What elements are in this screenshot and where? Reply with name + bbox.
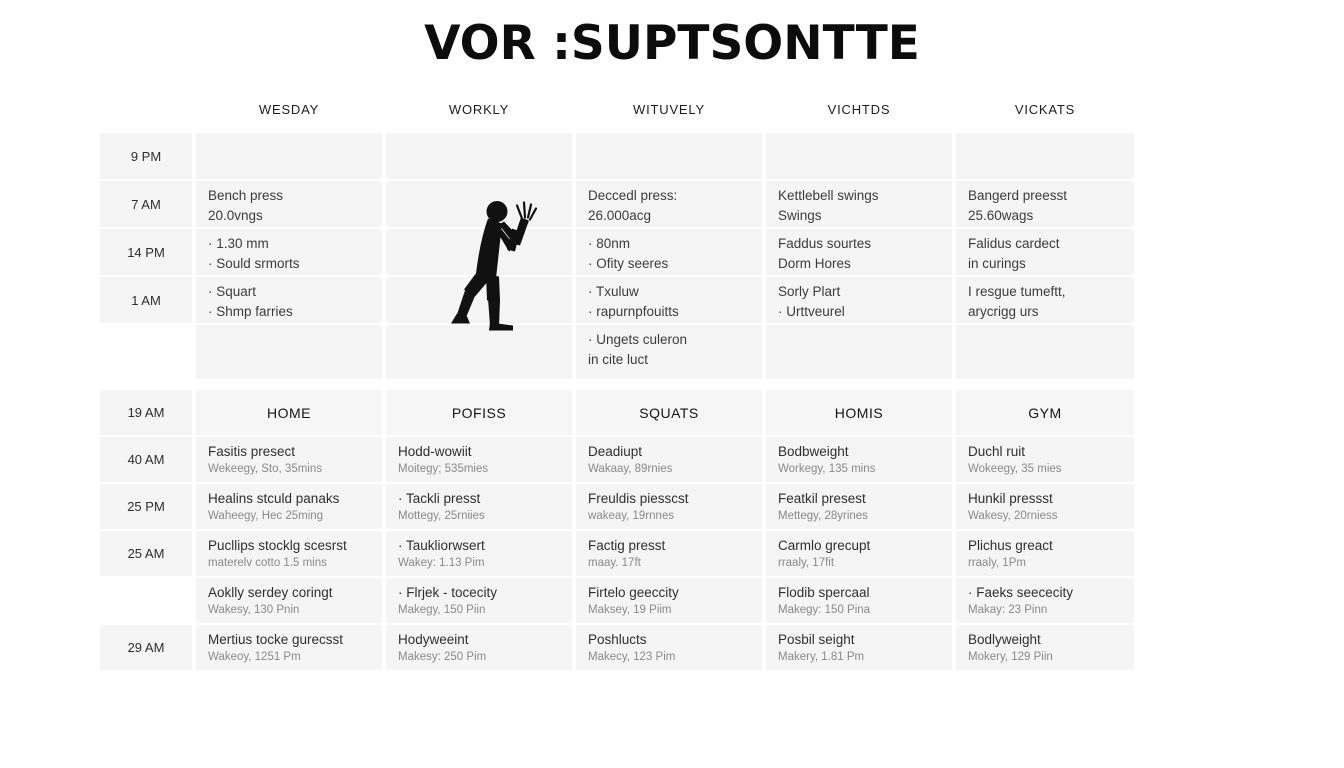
- cell-line: 26.000acg: [588, 208, 652, 223]
- cell: [196, 277, 382, 323]
- col-header-vichtds: VICHTDS: [827, 102, 891, 117]
- cell: [956, 531, 1134, 576]
- cell: [576, 578, 762, 623]
- cell-line: · Squart: [208, 284, 257, 299]
- time-label: 25 PM: [100, 484, 192, 529]
- cell-title: Bodbweight: [778, 444, 849, 459]
- time-label: 7 AM: [100, 181, 192, 227]
- cell-title: Pucllips stocklg scesrst: [208, 538, 347, 553]
- cell-subtext: Makegy, 150 Piin: [398, 604, 486, 616]
- section-header-squats: SQUATS: [576, 390, 762, 435]
- cell-line: 20.0vngs: [208, 208, 263, 223]
- cell: [386, 531, 572, 576]
- cell-title: · Flrjek - tocecity: [398, 585, 498, 600]
- cell: [956, 625, 1134, 670]
- cell-title: Plichus greact: [968, 538, 1053, 553]
- cell-subtext: Maksey, 19 Piim: [588, 604, 672, 616]
- cell-line: Dorm Hores: [778, 256, 851, 271]
- cell: [196, 229, 382, 275]
- cell: [386, 437, 572, 482]
- cell: [576, 437, 762, 482]
- cell-subtext: Wokeegy, 35 mies: [968, 463, 1062, 475]
- cell: [576, 531, 762, 576]
- cell-line: · Txuluw: [588, 284, 639, 299]
- cell-title: Hodd-wowiit: [398, 444, 472, 459]
- cell: [576, 277, 762, 323]
- cell: [956, 578, 1134, 623]
- cell-subtext: materelv cotto 1.5 mins: [208, 557, 327, 569]
- cell: [766, 484, 952, 529]
- cell: [576, 484, 762, 529]
- cell-subtext: Mettegy, 28yrines: [778, 510, 868, 522]
- schedule-grid-bottom: [100, 390, 1134, 670]
- cell-line: · Urttveurel: [778, 304, 845, 319]
- cell-subtext: Makay: 23 Pinn: [968, 604, 1048, 616]
- cell: [576, 325, 762, 379]
- cell-subtext: Moitegy; 535mies: [398, 463, 489, 475]
- cell: [766, 325, 952, 379]
- cell-title: Carmlo grecupt: [778, 538, 871, 553]
- cell: [196, 181, 382, 227]
- time-label: 25 AM: [100, 531, 192, 576]
- cell-line: · Sould srmorts: [208, 256, 300, 271]
- time-label: [100, 578, 192, 623]
- cell-title: · Taukliorwsert: [398, 538, 485, 553]
- cell: [576, 229, 762, 275]
- col-header-wesday: WESDAY: [258, 102, 320, 117]
- cell-subtext: Wakesy, 130 Pnin: [208, 604, 300, 616]
- cell-line: · Ungets culeron: [588, 332, 688, 347]
- cell: [766, 578, 952, 623]
- cell: [766, 181, 952, 227]
- time-label: 9 PM: [100, 133, 192, 179]
- cell-subtext: wakeay, 19rnnes: [588, 510, 675, 522]
- time-label: [100, 325, 192, 379]
- cell-subtext: Wakesy, 20rniess: [968, 510, 1058, 522]
- cell-title: Featkil presest: [778, 491, 866, 506]
- cell: [766, 277, 952, 323]
- cell-line: in cite luct: [588, 352, 649, 367]
- cell-line: Faddus sourtes: [778, 236, 872, 251]
- cell: [196, 133, 382, 179]
- cell-subtext: rraaly, 17fit: [778, 557, 835, 569]
- cell-title: Factig presst: [588, 538, 666, 553]
- time-label: 40 AM: [100, 437, 192, 482]
- cell-line: · 1.30 mm: [208, 236, 269, 251]
- cell-line: I resgue tumeftt,: [968, 284, 1066, 299]
- cell-title: Hodyweeint: [398, 632, 469, 647]
- cell-line: Bangerd preesst: [968, 188, 1068, 203]
- column-header-row: [100, 102, 1134, 117]
- cell-title: Deadiupt: [588, 444, 643, 459]
- cell: [956, 229, 1134, 275]
- cell: [766, 625, 952, 670]
- section-header-home: HOME: [196, 390, 382, 435]
- cell-title: Flodib spercaal: [778, 585, 870, 600]
- col-header-vickats: VICKATS: [1014, 102, 1076, 117]
- cell-title: Bodlyweight: [968, 632, 1041, 647]
- cell: [196, 625, 382, 670]
- section-header-gym: GYM: [956, 390, 1134, 435]
- cell-title: · Tackli presst: [398, 491, 481, 506]
- cell-line: · rapurnpfouitts: [588, 304, 679, 319]
- cell-title: Posbil seight: [778, 632, 855, 647]
- cell-subtext: rraaly, 1Pm: [968, 557, 1026, 569]
- cell-title: Fasitis presect: [208, 444, 296, 459]
- crouching-person-silhouette-icon: [447, 197, 547, 335]
- cell-title: Poshlucts: [588, 632, 647, 647]
- schedule-grid-top: [100, 133, 1134, 379]
- cell: [956, 133, 1134, 179]
- cell-subtext: Makery, 1.81 Pm: [778, 651, 865, 663]
- cell: [576, 625, 762, 670]
- cell-subtext: Wakaay, 89rnies: [588, 463, 673, 475]
- cell-line: Swings: [778, 208, 822, 223]
- time-label: 29 AM: [100, 625, 192, 670]
- cell-line: in curings: [968, 256, 1026, 271]
- cell-title: Mertius tocke gurecsst: [208, 632, 344, 647]
- cell: [956, 325, 1134, 379]
- section-header-homis: HOMIS: [766, 390, 952, 435]
- cell-title: Aoklly serdey coringt: [208, 585, 333, 600]
- cell: [196, 531, 382, 576]
- cell-title: Firtelo geeccity: [588, 585, 679, 600]
- col-header-workly: WORKLY: [448, 102, 510, 117]
- header-spacer: [100, 102, 192, 117]
- col-header-wituvely: WITUVELY: [633, 102, 705, 117]
- cell: [196, 484, 382, 529]
- cell: [386, 484, 572, 529]
- cell-subtext: Wekeegy, Sto, 35mins: [208, 463, 322, 475]
- cell: [766, 437, 952, 482]
- time-label: 1 AM: [100, 277, 192, 323]
- cell: [386, 578, 572, 623]
- cell-title: Freuldis piesscst: [588, 491, 689, 506]
- time-label: 14 PM: [100, 229, 192, 275]
- cell-subtext: Makecy, 123 Pim: [588, 651, 676, 663]
- cell-line: Sorly Plart: [778, 284, 841, 299]
- cell-line: · 80nm: [588, 236, 631, 251]
- cell: [956, 484, 1134, 529]
- page-title: VOR :SUPTSONTTE: [424, 16, 920, 71]
- cell: [576, 133, 762, 179]
- cell-line: Kettlebell swings: [778, 188, 879, 203]
- cell-title: Hunkil pressst: [968, 491, 1053, 506]
- cell: [196, 578, 382, 623]
- cell: [956, 181, 1134, 227]
- cell-subtext: Makesy: 250 Pim: [398, 651, 487, 663]
- section-header-pofiss: POFISS: [386, 390, 572, 435]
- cell-subtext: Mokery, 129 Piin: [968, 651, 1053, 663]
- cell-line: Deccedl press:: [588, 188, 678, 203]
- cell-title: Duchl ruit: [968, 444, 1026, 459]
- cell-line: · Ofity seeres: [588, 256, 669, 271]
- cell: [386, 625, 572, 670]
- cell: [956, 277, 1134, 323]
- cell: [766, 531, 952, 576]
- cell: [386, 133, 572, 179]
- cell-subtext: Wakey: 1.13 Pim: [398, 557, 485, 569]
- cell: [766, 229, 952, 275]
- cell-line: Falidus cardect: [968, 236, 1060, 251]
- time-label: 19 AM: [100, 390, 192, 435]
- cell-line: arycrigg urs: [968, 304, 1039, 319]
- cell: [196, 325, 382, 379]
- cell: [196, 437, 382, 482]
- cell-subtext: maay. 17ft: [588, 557, 641, 569]
- cell-subtext: Workegy, 135 mins: [778, 463, 876, 475]
- cell-subtext: Wakeoy, 1251 Pm: [208, 651, 301, 663]
- cell-title: Healins stculd panaks: [208, 491, 340, 506]
- cell-subtext: Mottegy, 25rniies: [398, 510, 485, 522]
- cell: [956, 437, 1134, 482]
- cell-subtext: Makegy: 150 Pina: [778, 604, 871, 616]
- cell-line: Bench press: [208, 188, 284, 203]
- cell-line: · Shmp farries: [208, 304, 293, 319]
- cell-line: 25.60wags: [968, 208, 1034, 223]
- cell: [576, 181, 762, 227]
- cell-subtext: Waheegy, Hec 25ming: [208, 510, 324, 522]
- cell-title: · Faeks seececity: [968, 585, 1074, 600]
- cell: [766, 133, 952, 179]
